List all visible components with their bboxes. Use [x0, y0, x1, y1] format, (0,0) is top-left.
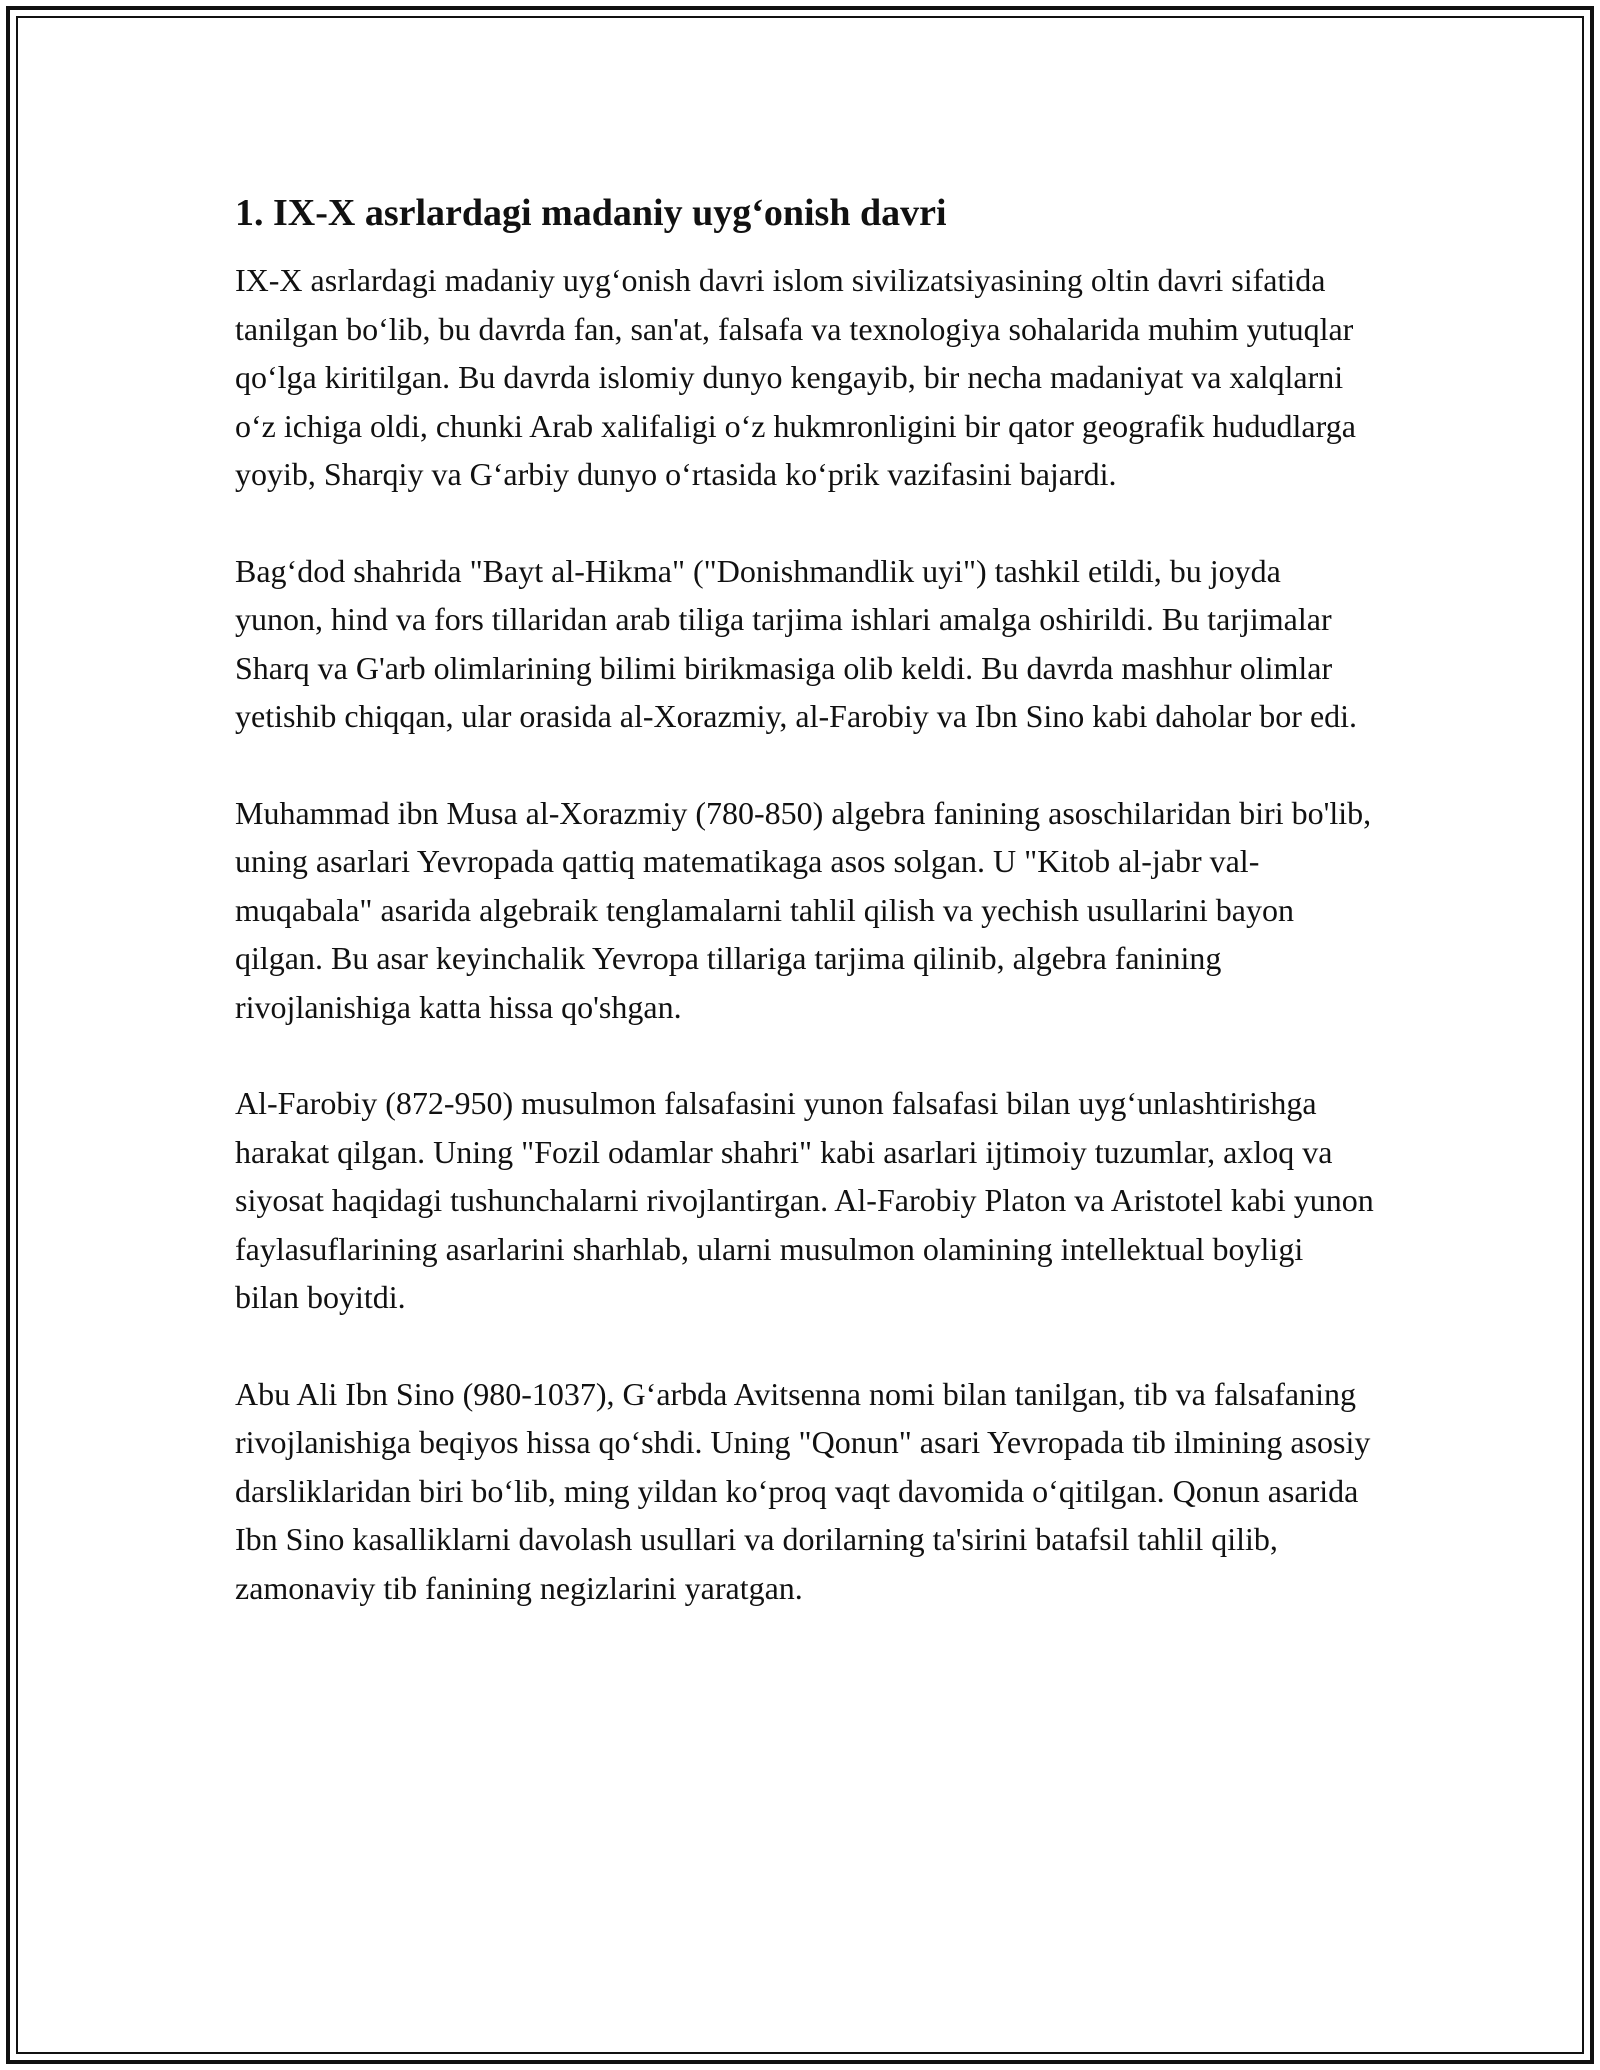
- document-body: [235, 184, 1375, 1660]
- paragraph-bayt-al-hikma: Bag‘dod shahrida "Bayt al-Hikma" ("Donishmandlik uyi") tashkil etildi, bu joyda yunon, hind va fors tillaridan arab tiliga tarjima ishlari amalga oshirildi. Bu tarjimalar Sharq va G'arb olimlarining bilimi birikmasiga olib keldi. Bu davrda mashhur olimlar yetishib chiqqan, ular orasida al-Xorazmiy, al-Farobiy va Ibn Sino kabi daholar bor edi.: [235, 552, 1358, 734]
- paragraph-golden-age: IX-X asrlardagi madaniy uyg‘onish davri islom sivilizatsiyasining oltin davri sifatida tanilgan bo‘lib, bu davrda fan, san'at, falsafa va texnologiya sohalarida muhim yutuqlar qo‘lga kiritilgan. Bu davrda islomiy dunyo kengayib, bir necha madaniyat va xalqlarni o‘z ichiga oldi, chunki Arab xalifaligi o‘z hukmronligini bir qator geografik hududlarga yoyib, Sharqiy va G‘arbiy dunyo o‘rtasida ko‘prik vazifasini bajardi.: [235, 262, 1356, 492]
- paragraph-al-farobiy: Al-Farobiy (872-950) musulmon falsafasini yunon falsafasi bilan uyg‘unlashtirishga harakat qilgan. Uning "Fozil odamlar shahri" kabi asarlari ijtimoiy tuzumlar, axloq va siyosat haqidagi tushunchalarni rivojlantirgan. Al-Farobiy Platon va Aristotel kabi yunon faylasuflarining asarlarini sharhlab, ularni musulmon olamining intellektual boyligi bilan boyitdi.: [235, 1085, 1374, 1315]
- paragraph-ibn-sino: Abu Ali Ibn Sino (980-1037), G‘arbda Avitsenna nomi bilan tanilgan, tib va falsafaning rivojlanishiga beqiyos hissa qo‘shdi. Uning "Qonun" asari Yevropada tib ilmining asosiy darsliklaridan biri bo‘lib, ming yildan ko‘proq vaqt davomida o‘qitilgan. Qonun asarida Ibn Sino kasalliklarni davolash usullari va dorilarning ta'sirini batafsil tahlil qilib, zamonaviy tib fanining negizlarini yaratgan.: [235, 1375, 1371, 1606]
- paragraph-al-xorazmiy: Muhammad ibn Musa al-Xorazmiy (780-850) algebra fanining asoschilaridan biri bo'lib, uning asarlari Yevropada qattiq matematikaga asos solgan. U "Kitob al-jabr val-muqabala" asarida algebraik tenglamalarni tahlil qilish va yechish usullarini bayon qilgan. Bu asar keyinchalik Yevropa tillariga tarjima qilinib, algebra fanining rivojlanishiga katta hissa qo'shgan.: [235, 794, 1372, 1025]
- section-heading: 1. IX-X asrlardagi madaniy uyg‘onish davri: [235, 192, 947, 234]
